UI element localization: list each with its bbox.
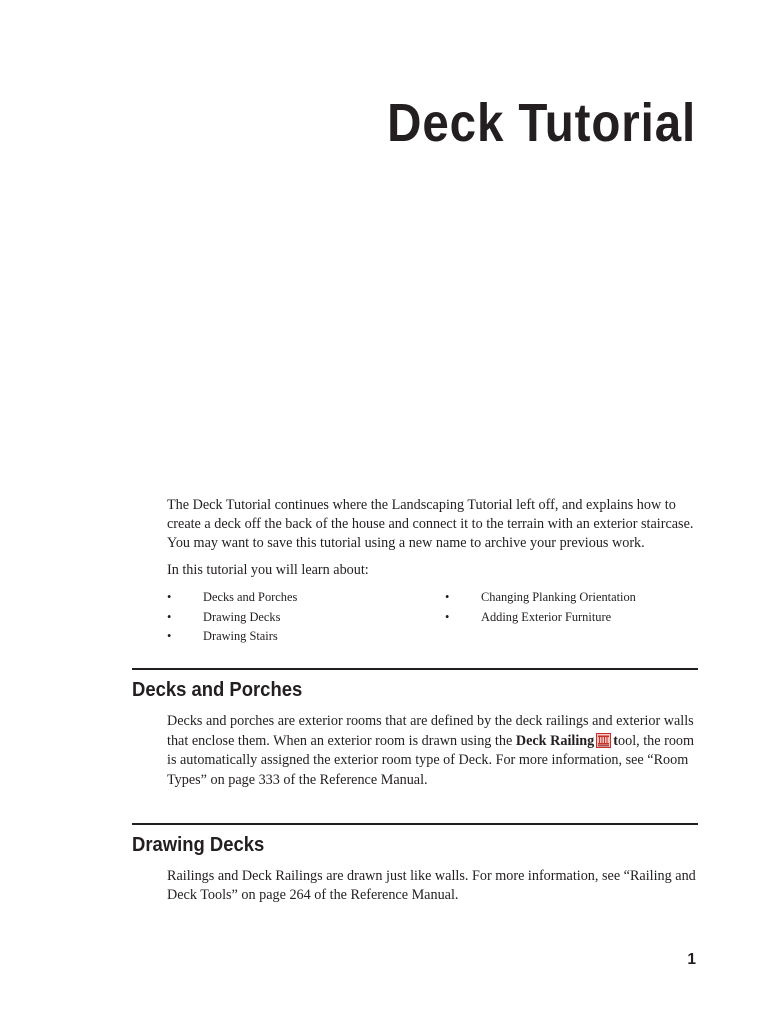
bullet-icon: • — [167, 590, 172, 604]
intro-paragraph: The Deck Tutorial continues where the Landscaping Tutorial left off, and explains how to create a deck off the back of the house and connect it to the terrain with an exterior staircase. You may want to save this tutorial using a new name to archive your previous work. — [167, 497, 694, 551]
section-divider — [132, 823, 698, 825]
topic-drawing-stairs: Drawing Stairs — [203, 629, 278, 643]
topic-list-right — [445, 588, 715, 627]
topic-drawing-decks: Drawing Decks — [203, 609, 281, 624]
section-heading-drawing-decks: Drawing Decks — [132, 833, 265, 856]
deck-railing-tool-name: Deck Railing — [515, 732, 595, 749]
list-item — [445, 608, 715, 628]
bullet-icon: • — [445, 609, 450, 624]
topic-decks-and-porches: Decks and Porches — [203, 590, 298, 604]
list-item — [167, 608, 437, 628]
topic-list-left — [167, 588, 437, 647]
topic-changing-planking-orientation: Changing Planking Orientation — [481, 590, 636, 604]
list-item — [167, 588, 437, 608]
bullet-icon: • — [167, 609, 172, 624]
topic-adding-exterior-furniture: Adding Exterior Furniture — [481, 609, 612, 624]
deck-railing-tool-suffix: t — [613, 732, 618, 749]
decks-porches-text-1: Decks and porches are exterior rooms that are defined by the deck railings and exterior walls that enclose them. When an exterior room is drawn using the — [167, 713, 694, 749]
list-item — [445, 588, 715, 608]
bullet-icon: • — [167, 629, 172, 643]
deck-railing-icon — [596, 733, 611, 748]
drawing-decks-paragraph: Railings and Deck Railings are drawn just like walls. For more information, see “Railing and Deck Tools” on page 264 of the Reference Manual. — [167, 868, 696, 903]
page-number: 1 — [687, 951, 696, 968]
decks-porches-paragraph — [167, 712, 707, 790]
section-heading-decks-and-porches: Decks and Porches — [132, 678, 303, 701]
bullet-icon: • — [445, 590, 450, 604]
learn-heading: In this tutorial you will learn about: — [167, 562, 369, 578]
decks-porches-text-2: ool, the room is automatically assigned the exterior room type of Deck. For more information, see “Room Types” on page 333 of the Reference Manual. — [167, 732, 695, 788]
page-title: Deck Tutorial — [387, 93, 696, 153]
section-divider — [132, 668, 698, 670]
list-item — [167, 627, 437, 647]
